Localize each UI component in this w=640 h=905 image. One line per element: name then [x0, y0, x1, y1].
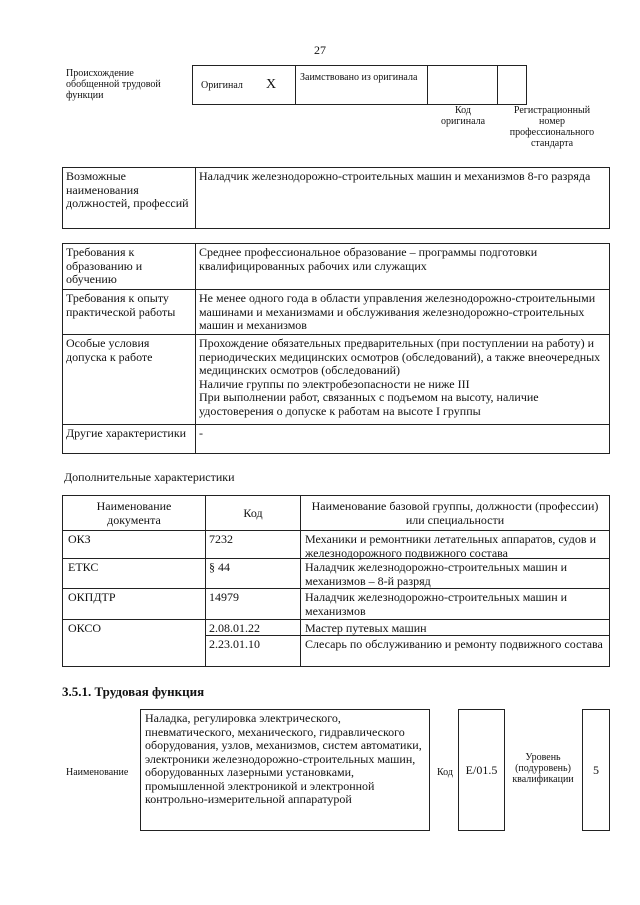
function-code-label: Код [437, 767, 453, 778]
row-code: § 44 [209, 560, 230, 574]
row-name: Наладчик железнодорожно-строительных машин и механизмов [305, 590, 568, 618]
function-heading: 3.5.1. Трудовая функция [62, 684, 205, 699]
req-conditions-label: Особые условия допуска к работе [66, 336, 153, 364]
row-code: 2.08.01.22 [209, 621, 260, 635]
header-name: Наименование базовой группы, должности (профессии) или специальности [311, 499, 599, 527]
req-other-value: - [199, 426, 203, 440]
row-name: Слесарь по обслуживанию и ремонту подвижного состава [305, 637, 603, 651]
function-level-value: 5 [593, 763, 599, 777]
divider [300, 495, 301, 667]
req-education-value: Среднее профессиональное образование – программы подготовки квалифицированных рабочих или служащих [199, 245, 538, 273]
row-doc: ОКСО [68, 621, 102, 635]
row-divider [62, 334, 610, 335]
original-label: Оригинал [201, 80, 243, 91]
positions-label: Возможные наименования должностей, профессий [66, 169, 189, 210]
row-divider [62, 530, 610, 531]
row-doc: ОКПДТР [68, 590, 116, 604]
req-experience-value: Не менее одного года в области управления железнодорожно-строительными машинами и механизмами и обслуживания железнодорожно-строительных машин и механизмов [199, 291, 596, 332]
row-code: 14979 [209, 590, 239, 604]
header-code: Код [243, 506, 263, 520]
borrowed-label: Заимствовано из оригинала [300, 72, 418, 83]
row-divider [62, 289, 610, 290]
req-experience-label: Требования к опыту практической работы [66, 291, 176, 319]
row-code: 2.23.01.10 [209, 637, 260, 651]
row-code: 7232 [209, 532, 233, 546]
req-education-label: Требования к образованию и обучению [66, 245, 143, 286]
row-divider [62, 424, 610, 425]
reg-number-caption: Регистрационный номер профессионального стандарта [509, 105, 595, 149]
row-doc: ЕТКС [68, 560, 99, 574]
row-name: Механики и ремонтники летательных аппаратов, судов и железнодорожного подвижного состава [305, 532, 596, 560]
page-number: 27 [314, 43, 326, 57]
row-name: Наладчик железнодорожно-строительных машин и механизмов – 8-й разряд [305, 560, 568, 588]
positions-value: Наладчик железнодорожно-строительных машин и механизмов 8-го разряда [199, 169, 591, 183]
row-doc: ОКЗ [68, 532, 91, 546]
origin-label: Происхождение обобщенной трудовой функции [66, 68, 161, 101]
function-name-label: Наименование [66, 767, 129, 778]
additional-title: Дополнительные характеристики [64, 470, 235, 484]
divider [427, 65, 428, 105]
req-other-label: Другие характеристики [66, 426, 187, 440]
function-name-value: Наладка, регулировка электрического, пневматического, механического, гидравлического оборудования, узлов, механизмов, систем автоматики, электроники железнодорожно-строительных машин, оборудованных лазерными установками, промышленной электроникой и электронной контрольно-измерительной аппаратурой [145, 711, 422, 806]
divider [497, 65, 498, 105]
divider [195, 167, 196, 229]
original-mark: X [266, 77, 277, 92]
function-code-value: E/01.5 [465, 763, 498, 777]
function-level-label: Уровень (подуровень) квалификации [512, 752, 574, 785]
row-divider [62, 619, 610, 620]
divider [195, 243, 196, 454]
divider [205, 495, 206, 667]
header-document: Наименование документа [96, 499, 172, 527]
divider [295, 65, 296, 105]
code-original-caption: Код оригинала [440, 105, 486, 127]
req-conditions-value: Прохождение обязательных предварительных (при поступлении на работу) и периодических медицинских осмотров (обследований), а также внеочередных медицинских осмотров (обследований) Наличие группы по электробезопасности не ниже III При выполнении работ, связанных с подъемом на высоту, наличие удостоверения о допуске к работам на высоте I группы [199, 336, 601, 418]
row-divider [62, 588, 610, 589]
row-name: Мастер путевых машин [305, 621, 427, 635]
